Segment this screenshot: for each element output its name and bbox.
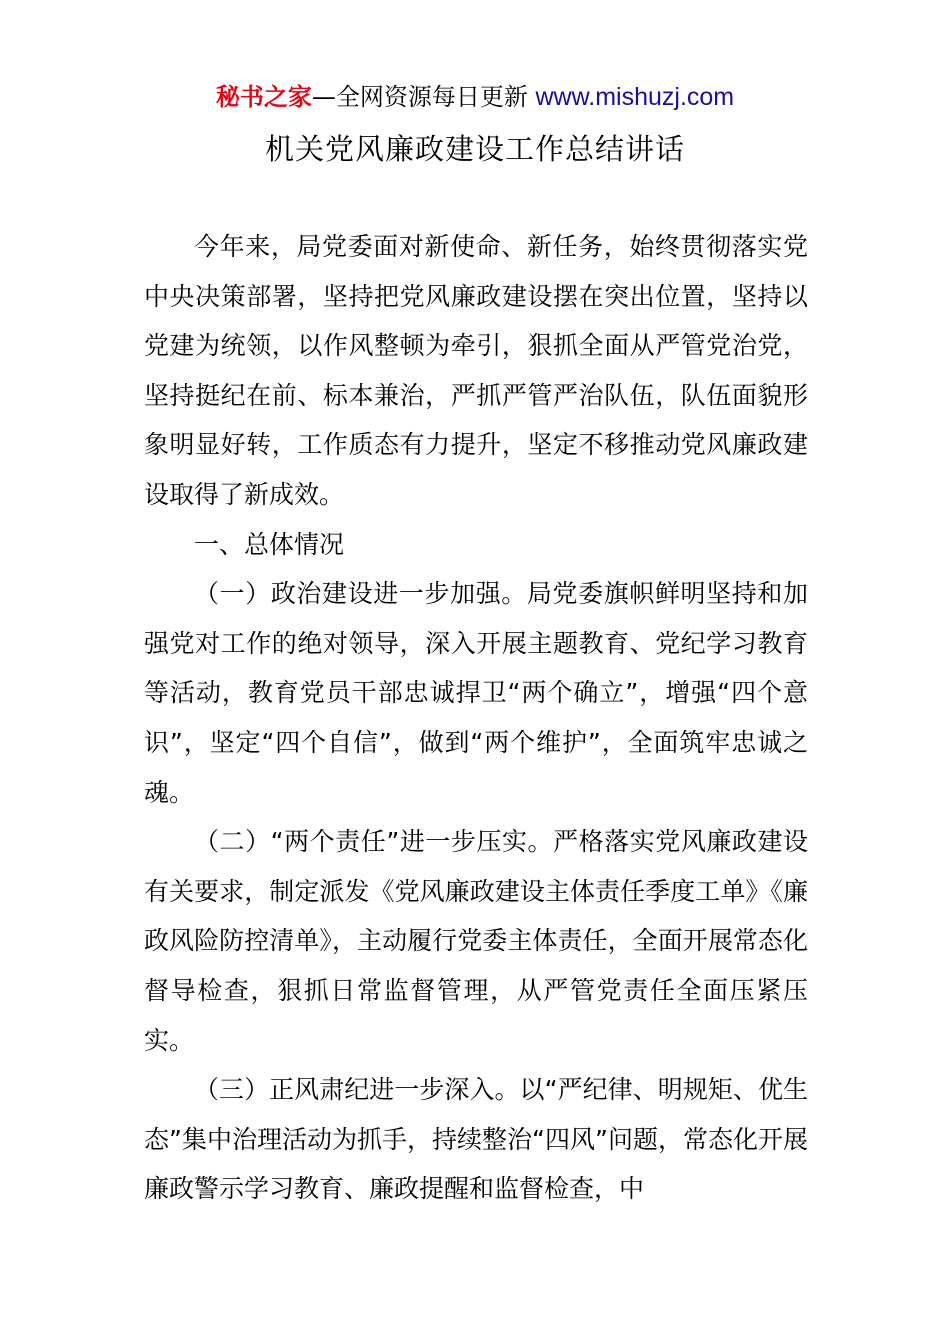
site-brand: 秘书之家 bbox=[215, 83, 312, 111]
body-paragraph: （二）“两个责任”进一步压实。严格落实党风廉政建设有关要求，制定派发《党风廉政建设主体责任季度工单》《廉政风险防控清单》，主动履行党委主体责任，全面开展常态化督导检查，狠抓日常监督管理，从严管党责任全面压紧压实。 bbox=[144, 827, 808, 1055]
site-header bbox=[0, 80, 950, 114]
intro-paragraph: 今年来，局党委面对新使命、新任务，始终贯彻落实党中央决策部署，坚持把党风廉政建设摆在突出位置，坚持以党建为统领，以作风整顿为牵引，狠抓全面从严管党治党，坚持挺纪在前、标本兼治，严抓严管严治队伍，队伍面貌形象明显好转，工作质态有力提升，坚定不移推动党风廉政建设取得了新成效。 bbox=[144, 232, 808, 509]
site-url-link[interactable]: www.mishuzj.com bbox=[535, 83, 735, 111]
section-heading: 一、总体情况 bbox=[194, 529, 345, 559]
site-tagline: —全网资源每日更新 bbox=[311, 83, 528, 111]
document-body bbox=[144, 222, 808, 1214]
body-paragraph: （三）正风肃纪进一步深入。以“严纪律、明规矩、优生态”集中治理活动为抓手，持续整治“四风”问题，常态化开展廉政警示学习教育、廉政提醒和监督检查，中 bbox=[144, 1075, 808, 1204]
document-title: 机关党风廉政建设工作总结讲话 bbox=[264, 132, 685, 166]
body-paragraph: （一）政治建设进一步加强。局党委旗帜鲜明坚持和加强党对工作的绝对领导，深入开展主题教育、党纪学习教育等活动，教育党员干部忠诚捍卫“两个确立”，增强“四个意识”，坚定“四个自信”，做到“两个维护”，全面筑牢忠诚之魂。 bbox=[144, 579, 808, 807]
